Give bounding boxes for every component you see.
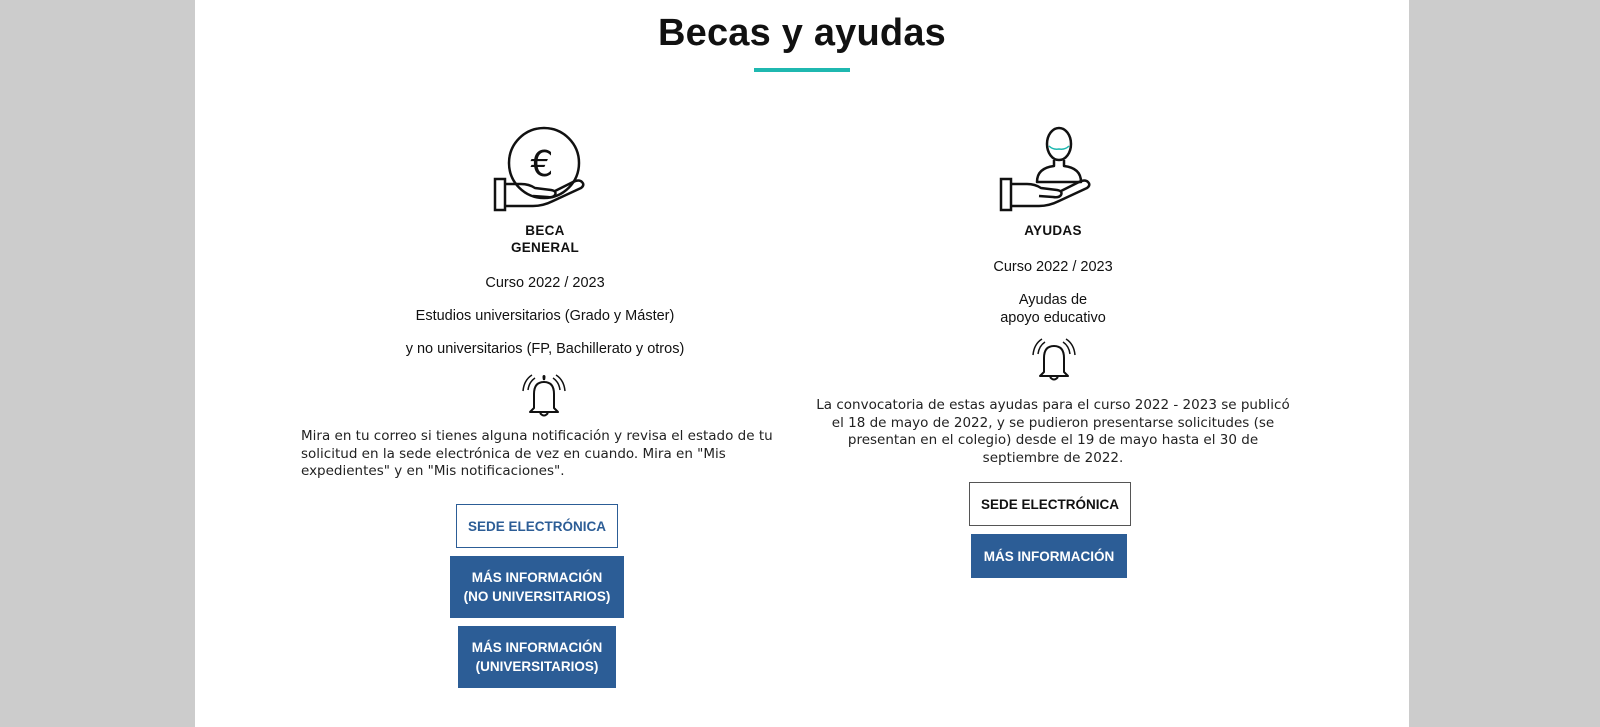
ayudas-notice-line1: La convocatoria de estas ayudas para el curso 2022 - 2023 se publicó [816,397,1290,413]
ayudas-notice-line3: presentan en el colegio) desde el 19 de mayo hasta el 30 de [847,432,1259,448]
beca-sede-electronica-button[interactable]: SEDE ELECTRÓNICA [456,504,618,548]
button-label-line1: MÁS INFORMACIÓN [471,640,603,655]
beca-studies-line2: y no universitarios (FP, Bachillerato y otros) [405,341,685,357]
bell-ringing-icon [1029,338,1079,382]
ayudas-desc-line2: apoyo educativo [1000,310,1106,326]
ayudas-mas-informacion-button[interactable]: MÁS INFORMACIÓN [971,534,1127,578]
beca-mas-info-no-universitarios-button[interactable] [450,556,624,618]
ayudas-notice-line2: el 18 de mayo de 2022, y se pudieron presentarse solicitudes (se [831,414,1275,431]
ayudas-notice [793,397,1313,467]
beca-notice-line3: expedientes" y en "Mis notificaciones". [301,463,565,479]
beca-heading-line2: GENERAL [510,240,580,255]
button-label-line1: MÁS INFORMACIÓN [471,570,603,585]
person-hand-icon [999,124,1095,216]
title-underline [754,68,850,72]
button-label-line2: (UNIVERSITARIOS) [475,659,599,674]
svg-text:€: € [530,144,554,185]
beca-studies-line1: Estudios universitarios (Grado y Máster) [415,308,675,324]
beca-course: Curso 2022 / 2023 [485,275,605,291]
main-content [195,0,1409,727]
beca-notice [301,428,801,481]
beca-notice-line2: solicitud en la sede electrónica de vez en cuando. Mira en "Mis [301,445,726,462]
ayudas-heading: AYUDAS [1024,223,1082,238]
beca-mas-info-universitarios-button[interactable] [458,626,616,688]
ayudas-notice-line4: septiembre de 2022. [982,449,1124,466]
ayudas-course: Curso 2022 / 2023 [993,259,1113,275]
page-title: Becas y ayudas [658,12,946,54]
button-label-line2: (NO UNIVERSITARIOS) [463,589,611,604]
bell-ringing-icon [519,374,569,418]
ayudas-desc-line1: Ayudas de [1018,292,1088,308]
beca-heading-line1: BECA [525,223,565,238]
beca-notice-line1: Mira en tu correo si tienes alguna notificación y revisa el estado de tu [301,428,773,444]
euro-hand-icon [493,124,589,216]
ayudas-sede-electronica-button[interactable]: SEDE ELECTRÓNICA [969,482,1131,526]
